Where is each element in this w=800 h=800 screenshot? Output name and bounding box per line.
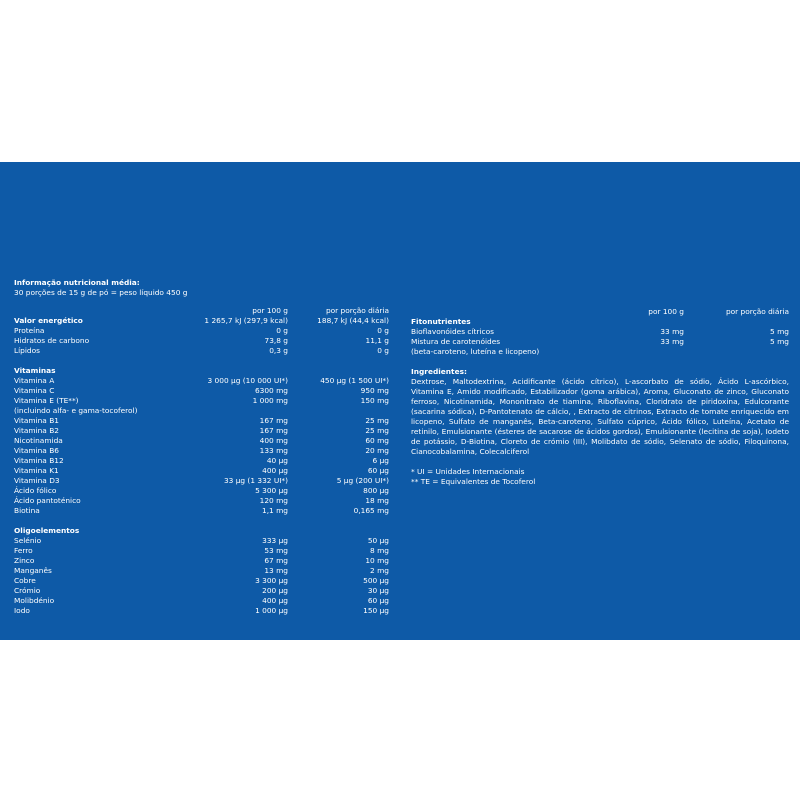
- table-row: [14, 396, 390, 406]
- table-row: [14, 336, 390, 346]
- table-row: [14, 436, 390, 446]
- oligo-section: [14, 526, 390, 616]
- row-value-100g: 1,1 mg: [262, 506, 288, 515]
- row-name: Proteína: [14, 326, 45, 335]
- footnote: * UI = Unidades Internacionais: [411, 467, 525, 476]
- table-row: [14, 596, 390, 606]
- section-title-row: [14, 366, 390, 376]
- row-value-portion: 60 µg: [367, 466, 389, 475]
- row-value-100g: 33 µg (1 332 UI*): [223, 476, 288, 485]
- row-name: Lípidos: [14, 346, 40, 355]
- header-per-100g: por 100 g: [252, 306, 288, 315]
- row-name: Crómio: [14, 586, 41, 595]
- nutrition-table-left: [14, 278, 390, 616]
- row-value-portion: 0,165 mg: [353, 506, 389, 515]
- section-title-row: [14, 526, 390, 536]
- ingredients-section: [411, 367, 789, 457]
- row-value-portion: 950 mg: [360, 386, 389, 395]
- table-row: [14, 426, 390, 436]
- row-value-portion: 150 mg: [360, 396, 389, 405]
- table-row: [14, 496, 390, 506]
- row-name: Mistura de carotenóides: [411, 337, 501, 346]
- intro-title: Informação nutricional média:: [14, 278, 140, 287]
- row-value-100g: 133 mg: [259, 446, 288, 455]
- row-name: (beta-caroteno, luteína e licopeno): [411, 347, 540, 356]
- row-value-100g: 120 mg: [259, 496, 288, 505]
- row-value-100g: 67 mg: [264, 556, 288, 565]
- row-value-portion: 10 mg: [365, 556, 389, 565]
- row-name: Vitamina B1: [14, 416, 59, 425]
- row-value-portion: 5 µg (200 UI*): [336, 476, 389, 485]
- phyto-section: [411, 317, 789, 357]
- row-value-100g: 400 mg: [259, 436, 288, 445]
- header-per-100g: por 100 g: [648, 307, 684, 316]
- row-value-portion: 500 µg: [363, 576, 389, 585]
- row-value-portion: 800 µg: [363, 486, 389, 495]
- row-name: Iodo: [14, 606, 30, 615]
- spacer: [411, 357, 789, 367]
- intro-block: [14, 278, 390, 298]
- row-value-100g: 167 mg: [259, 426, 288, 435]
- row-value-portion: 60 µg: [367, 596, 389, 605]
- row-name: Ácido pantoténico: [14, 496, 81, 505]
- row-name: Ferro: [14, 546, 33, 555]
- row-value-100g: 33 mg: [660, 327, 684, 336]
- row-value-100g: 0 g: [276, 326, 288, 335]
- header-per-daily-portion: por porção diária: [725, 307, 789, 316]
- row-value-100g: 5 300 µg: [255, 486, 288, 495]
- row-value-100g: 1 000 mg: [252, 396, 288, 405]
- row-value-100g: 167 mg: [259, 416, 288, 425]
- row-value-100g: 200 µg: [262, 586, 288, 595]
- footnote: ** TE = Equivalentes de Tocoferol: [411, 477, 536, 486]
- left-column-headers: [14, 306, 390, 316]
- row-value-100g: 1 000 µg: [255, 606, 288, 615]
- table-row: [14, 576, 390, 586]
- spacer: [411, 457, 789, 467]
- section-title-row: [411, 317, 789, 327]
- row-value-100g: 6300 mg: [254, 386, 288, 395]
- row-value-portion: 2 mg: [370, 566, 389, 575]
- row-value-100g: 40 µg: [266, 456, 288, 465]
- row-name: Selénio: [14, 536, 42, 545]
- row-name: Vitamina A: [14, 376, 55, 385]
- row-value-portion: 6 µg: [372, 456, 389, 465]
- table-row: [14, 556, 390, 566]
- row-value-100g: 1 265,7 kJ (297,9 kcal): [204, 316, 288, 325]
- row-value-portion: 0 g: [377, 326, 389, 335]
- phyto-title: Fitonutrientes: [411, 317, 471, 326]
- row-name: Vitamina K1: [14, 466, 59, 475]
- table-row: [14, 566, 390, 576]
- row-value-portion: 30 µg: [367, 586, 389, 595]
- row-name: Vitamina D3: [14, 476, 60, 485]
- row-value-100g: 73,8 g: [264, 336, 288, 345]
- row-name: Vitamina C: [14, 386, 55, 395]
- row-value-portion: 188,7 kJ (44,4 kcal): [317, 316, 389, 325]
- row-value-100g: 33 mg: [660, 337, 684, 346]
- row-value-100g: 0,3 g: [269, 346, 288, 355]
- row-value-100g: 400 µg: [262, 596, 288, 605]
- table-row: [14, 476, 390, 486]
- footnotes: [411, 467, 789, 487]
- ingredients-title: Ingredientes:: [411, 367, 467, 376]
- row-name: Zinco: [14, 556, 35, 565]
- row-name: Ácido fólico: [14, 486, 57, 495]
- row-value-portion: 8 mg: [370, 546, 389, 555]
- oligo-title: Oligoelementos: [14, 526, 80, 535]
- row-value-portion: 150 µg: [363, 606, 389, 615]
- row-value-100g: 3 000 µg (10 000 UI*): [207, 376, 288, 385]
- row-name: Nicotinamida: [14, 436, 63, 445]
- table-row: [14, 456, 390, 466]
- row-value-portion: 25 mg: [365, 426, 389, 435]
- table-row: [411, 337, 789, 347]
- row-value-portion: 5 mg: [770, 327, 789, 336]
- row-value-portion: 60 mg: [365, 436, 389, 445]
- spacer: [14, 356, 390, 366]
- row-name: Hidratos de carbono: [14, 336, 90, 345]
- table-row: [14, 546, 390, 556]
- table-row: [14, 386, 390, 396]
- row-name: Vitamina E (TE**): [14, 396, 79, 405]
- energy-section: [14, 316, 390, 356]
- header-per-daily-portion: por porção diária: [325, 306, 389, 315]
- row-value-portion: 11,1 g: [365, 336, 389, 345]
- row-value-100g: 3 300 µg: [255, 576, 288, 585]
- row-value-100g: 13 mg: [264, 566, 288, 575]
- ingredients-text: Dextrose, Maltodextrina, Acidificante (ácido cítrico), L-ascorbato de sódio, Ácido L-ascórbico, Vitamina E, Amido modificado, Estabilizador (goma arábica), Aroma, Gluconato de zinco, Gluconato ferroso, Nicotinamida, Mononitrato de tiamina, Riboflavina, Cloridrato de piridoxina, Edulcorante (sacarina sódica), D-Pantotenato de cálcio, , Extracto de citrinos, Extracto de tomate enriquecido em licopeno, Sulfato de manganês, Beta-caroteno, Sulfato cúprico, Ácido fólico, Luteína, Acetato de retinilo, Emulsionante (ésteres de sacarose de ácidos gordos), Emulsionante (lecitina de soja), Iodeto de potássio, D-Biotina, Cloreto de crómio (III), Molibdato de sódio, Selenato de sódio, Filoquinona, Cianocobalamina, Colecalciferol: [411, 377, 789, 456]
- table-row: [411, 347, 789, 357]
- row-name: Molibdénio: [14, 596, 55, 605]
- table-row: [14, 506, 390, 516]
- table-row: [14, 326, 390, 336]
- row-value-portion: 450 µg (1 500 UI*): [320, 376, 389, 385]
- row-value-portion: 25 mg: [365, 416, 389, 425]
- table-row: [14, 416, 390, 426]
- row-name: Valor energético: [14, 316, 83, 325]
- table-row: [14, 406, 390, 416]
- nutrition-panel: [0, 162, 800, 640]
- table-row: [14, 376, 390, 386]
- table-row: [14, 316, 390, 326]
- row-name: Cobre: [14, 576, 36, 585]
- row-name: Biotina: [14, 506, 40, 515]
- right-column-headers: [411, 307, 789, 317]
- row-value-portion: 5 mg: [770, 337, 789, 346]
- table-row: [14, 466, 390, 476]
- vitamins-section: [14, 366, 390, 516]
- row-value-100g: 333 µg: [262, 536, 288, 545]
- vitamins-title: Vitaminas: [14, 366, 56, 375]
- row-value-portion: 20 mg: [365, 446, 389, 455]
- row-value-100g: 400 µg: [262, 466, 288, 475]
- spacer: [14, 516, 390, 526]
- row-value-100g: 53 mg: [264, 546, 288, 555]
- table-row: [411, 327, 789, 337]
- table-row: [14, 446, 390, 456]
- row-name: Vitamina B6: [14, 446, 59, 455]
- row-name: Vitamina B12: [14, 456, 64, 465]
- row-name: (incluindo alfa- e gama-tocoferol): [14, 406, 138, 415]
- row-value-portion: 18 mg: [365, 496, 389, 505]
- intro-subtitle: 30 porções de 15 g de pó = peso líquido 450 g: [14, 288, 188, 297]
- table-row: [14, 586, 390, 596]
- row-name: Manganês: [14, 566, 52, 575]
- row-name: Bioflavonóides cítricos: [411, 327, 494, 336]
- row-name: Vitamina B2: [14, 426, 59, 435]
- nutrition-table-right: [411, 307, 789, 487]
- table-row: [14, 606, 390, 616]
- table-row: [14, 486, 390, 496]
- table-row: [14, 536, 390, 546]
- row-value-portion: 0 g: [377, 346, 389, 355]
- row-value-portion: 50 µg: [367, 536, 389, 545]
- table-row: [14, 346, 390, 356]
